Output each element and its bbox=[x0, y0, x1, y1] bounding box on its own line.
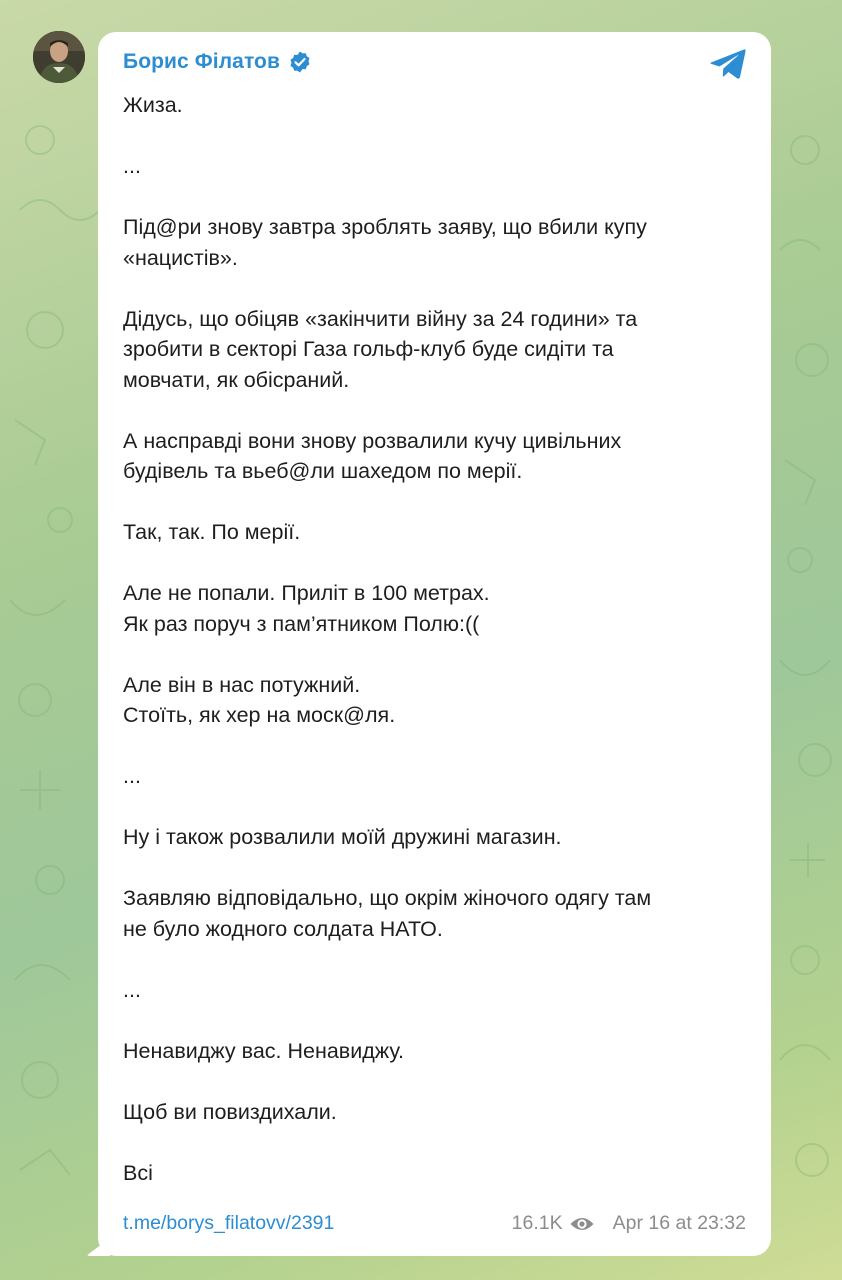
message-paragraph bbox=[123, 212, 743, 273]
message-paragraph bbox=[123, 1158, 743, 1189]
message-paragraph bbox=[123, 761, 743, 792]
message-paragraph bbox=[123, 822, 743, 853]
author-name[interactable]: Борис Філатов bbox=[123, 50, 280, 73]
eye-icon bbox=[569, 1215, 595, 1233]
message-line: зробити в секторі Газа гольф-клуб буде сидіти та bbox=[123, 337, 614, 361]
message-line: Як раз поруч з пам’ятником Полю:(( bbox=[123, 611, 480, 636]
message-line: Стоїть, як хер на моск@ля. bbox=[123, 703, 396, 727]
views-count: 16.1K bbox=[511, 1212, 563, 1234]
message-line: Жиза. bbox=[123, 93, 183, 117]
message-text bbox=[123, 90, 743, 1219]
message-line: Але не попали. Приліт в 100 метрах. bbox=[123, 581, 490, 605]
views-counter bbox=[512, 1212, 595, 1235]
message-line: Але він в нас потужний. bbox=[123, 672, 361, 697]
message-line: будівель та вьеб@ли шахедом по мерії. bbox=[123, 459, 523, 483]
post-link[interactable]: t.me/borys_filatovv/2391 bbox=[123, 1212, 335, 1234]
message-line: «нацистів». bbox=[123, 245, 238, 270]
message-line: ... bbox=[123, 154, 141, 178]
post-date: Apr 16 at 23:32 bbox=[612, 1212, 746, 1234]
message-line: Щоб ви повиздихали. bbox=[123, 1099, 337, 1124]
message-paragraph bbox=[123, 975, 743, 1006]
message-header bbox=[123, 50, 312, 74]
message-paragraph bbox=[123, 1036, 743, 1067]
message-paragraph bbox=[123, 426, 743, 487]
message-line: Так, так. По мерії. bbox=[123, 520, 301, 544]
message-line: Всі bbox=[123, 1160, 153, 1185]
message-footer bbox=[123, 1212, 746, 1235]
message-line: ... bbox=[123, 764, 141, 788]
message-line: не було жодного солдата НАТО. bbox=[123, 916, 443, 941]
message-paragraph bbox=[123, 1097, 743, 1128]
message-card bbox=[98, 32, 771, 1256]
message-line: мовчати, як обісраний. bbox=[123, 367, 350, 392]
message-line: Дідусь, що обіцяв «закінчити війну за 24 години» та bbox=[123, 306, 638, 331]
message-line: Ну і також розвалили моїй дружині магазин. bbox=[123, 825, 562, 849]
message-paragraph bbox=[123, 517, 743, 548]
message-line: Заявляю відповідально, що окрім жіночого одягу там bbox=[123, 886, 652, 910]
message-paragraph bbox=[123, 151, 743, 182]
verified-badge-icon bbox=[288, 50, 312, 74]
message-line: А насправді вони знову розвалили кучу цивільних bbox=[123, 428, 622, 453]
message-line: Під@ри знову завтра зроблять заяву, що вбили купу bbox=[123, 215, 647, 239]
author-avatar[interactable] bbox=[33, 31, 85, 83]
message-line: Ненавиджу вас. Ненавиджу. bbox=[123, 1038, 404, 1063]
message-paragraph bbox=[123, 578, 743, 639]
telegram-plane-icon[interactable] bbox=[709, 47, 747, 81]
avatar-image bbox=[33, 31, 85, 83]
message-paragraph bbox=[123, 304, 743, 396]
message-paragraph bbox=[123, 670, 743, 731]
message-line: ... bbox=[123, 977, 141, 1002]
message-paragraph bbox=[123, 90, 743, 121]
message-paragraph bbox=[123, 883, 743, 944]
